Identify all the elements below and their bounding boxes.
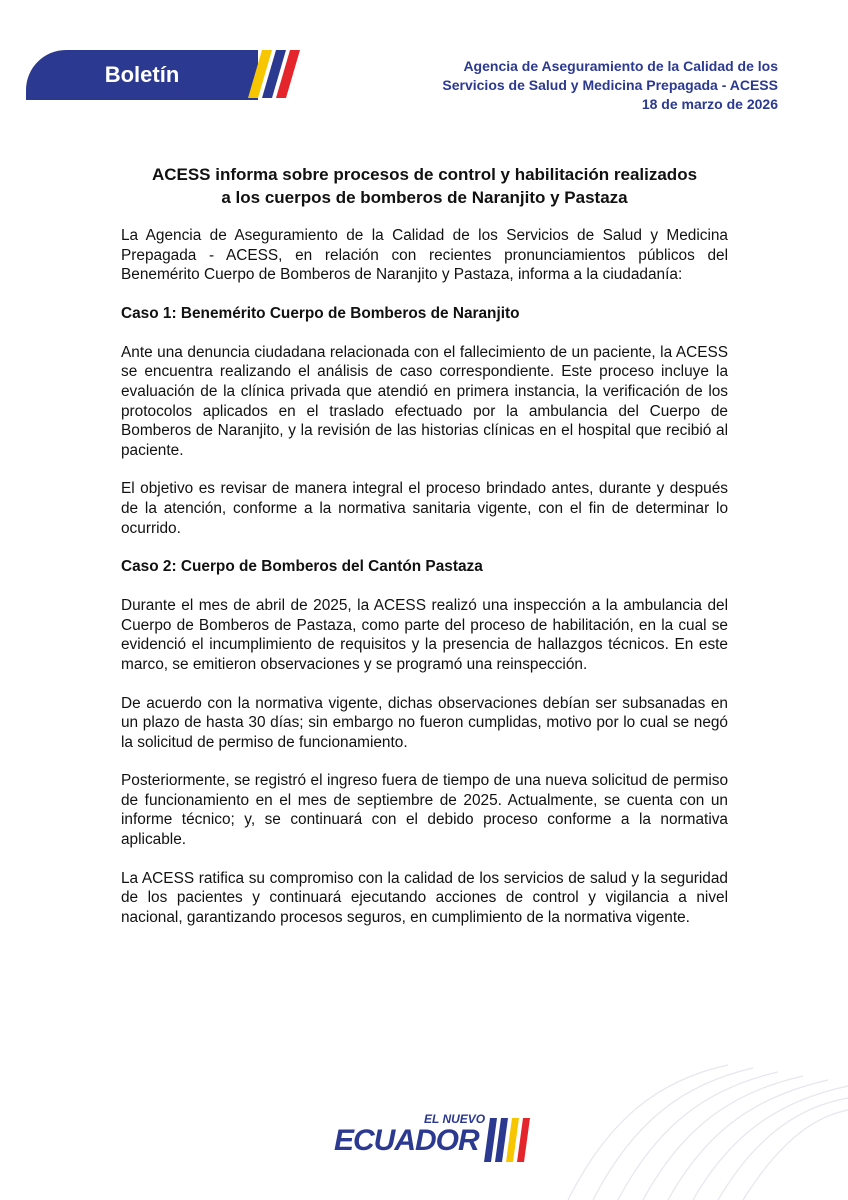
agency-name-line1: Agencia de Aseguramiento de la Calidad de los (463, 58, 778, 74)
decorative-curves-icon (548, 1060, 848, 1200)
banner-label: Boletín (104, 62, 180, 87)
case1-heading: Caso 1: Benemérito Cuerpo de Bomberos de Naranjito (121, 304, 520, 322)
case2-paragraph-3: Posteriormente, se registró el ingreso fuera de tiempo de una nueva solicitud de permiso de funcionamiento en el mes de septiembre de 2025. Actualmente, se cuenta con un informe técnico; y, se continuará con el debido proceso conforme a la normativa aplicable. (121, 772, 728, 849)
logo-tagline: EL NUEVO (424, 1112, 486, 1126)
case2-heading: Caso 2: Cuerpo de Bomberos del Cantón Pastaza (121, 558, 483, 576)
agency-name-line2: Servicios de Salud y Medicina Prepagada - ACESS (442, 77, 778, 93)
bulletin-title (111, 163, 738, 209)
bulletin-body (121, 163, 728, 946)
logo-stripes-icon (484, 1116, 530, 1164)
el-nuevo-ecuador-logo (334, 1110, 534, 1170)
case1-paragraph-2: El objetivo es revisar de manera integral el proceso brindado antes, durante y después de la atención, conforme a la normativa sanitaria vigente, con el fin de determinar lo ocurrido. (121, 480, 728, 537)
intro-paragraph: La Agencia de Aseguramiento de la Calidad de los Servicios de Salud y Medicina Prepagada - ACESS, en relación con recientes pronunciamientos públicos del Benemérito Cuerpo de Bomberos de Naranjito y Pastaza, informa a la ciudadanía: (121, 227, 728, 284)
case2-paragraph-1: Durante el mes de abril de 2025, la ACESS realizó una inspección a la ambulancia del Cuerpo de Bomberos de Pastaza, como parte del proceso de habilitación, en la cual se evidenció el incumplimiento de requisitos y la presencia de hallazgos técnicos. En este marco, se emitieron observaciones y se programó una reinspección. (121, 597, 728, 673)
case2-paragraph-2: De acuerdo con la normativa vigente, dichas observaciones debían ser subsanadas en un plazo de hasta 30 días; sin embargo no fueron cumplidas, motivo por lo cual se negó la solicitud de permiso de funcionamiento. (121, 694, 728, 751)
bulletin-date: 18 de marzo de 2026 (641, 96, 778, 112)
logo-wordmark: ECUADOR (334, 1124, 479, 1157)
title-line-2: a los cuerpos de bomberos de Naranjito y Pastaza (221, 188, 628, 207)
case1-paragraph-1: Ante una denuncia ciudadana relacionada con el fallecimiento de un paciente, la ACESS se encuentra realizando el análisis de caso correspondiente. Este proceso incluye la evaluación de la clínica privada que atendió en primera instancia, la verificación de los protocolos aplicados en el traslado efectuado por la ambulancia del Cuerpo de Bomberos de Naranjito, y la revisión de las historias clínicas en el hospital que recibió al paciente. (121, 343, 728, 459)
agency-header (442, 57, 778, 114)
boletin-banner (26, 50, 258, 100)
closing-paragraph: La ACESS ratifica su compromiso con la calidad de los servicios de salud y la seguridad de los pacientes y continuará ejecutando acciones de control y vigilancia a nivel nacional, garantizando procesos seguros, en cumplimiento de la normativa vigente. (121, 869, 728, 926)
flag-stripes-icon (236, 46, 316, 102)
title-line-1: ACESS informa sobre procesos de control y habilitación realizados (151, 165, 698, 184)
